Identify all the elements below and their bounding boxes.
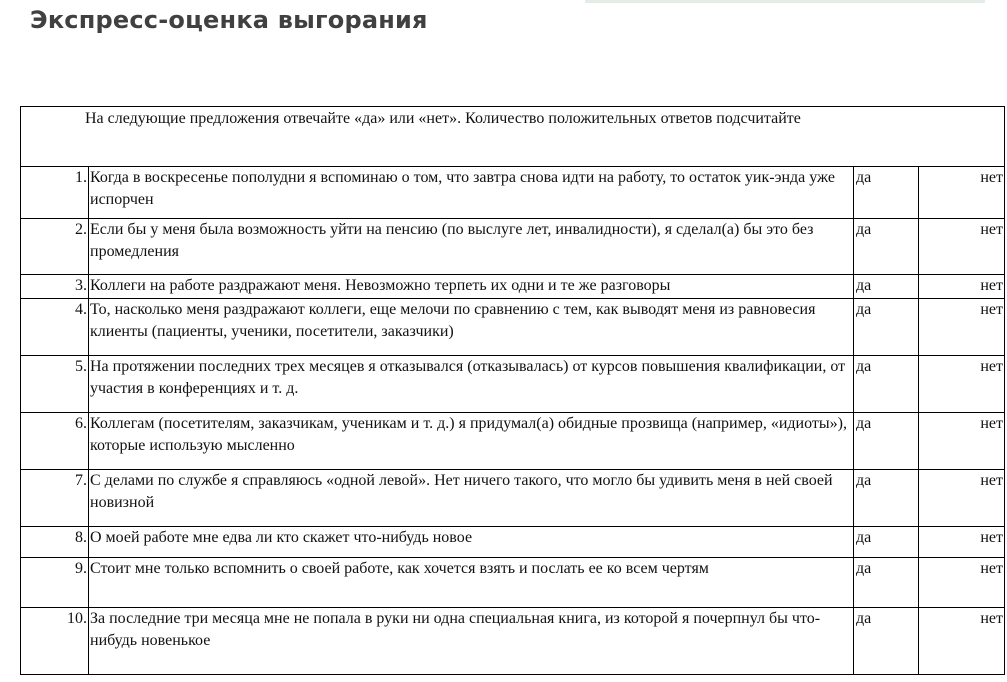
answer-no[interactable]: нет — [919, 299, 1005, 356]
answer-yes[interactable]: да — [854, 356, 919, 413]
answer-no[interactable]: нет — [919, 167, 1005, 219]
question-text: За последние три месяца мне не попала в руки ни одна специальная книга, из которой я почерпнул бы что-нибудь новенькое — [89, 608, 854, 675]
burnout-questionnaire-table — [20, 106, 1005, 675]
question-row — [21, 558, 1005, 608]
answer-no[interactable]: нет — [919, 413, 1005, 470]
answer-yes[interactable]: да — [854, 608, 919, 675]
question-row — [21, 527, 1005, 558]
question-text: Если бы у меня была возможность уйти на пенсию (по выслуге лет, инвалидности), я сделал(а) бы это без промедления — [89, 219, 854, 275]
answer-yes[interactable]: да — [854, 527, 919, 558]
answer-yes[interactable]: да — [854, 558, 919, 608]
question-number: 2. — [21, 219, 89, 275]
answer-no[interactable]: нет — [919, 275, 1005, 299]
instruction-text: На следующие предложения отвечайте «да» или «нет». Количество положительных ответов подсчитайте — [21, 107, 1005, 167]
answer-no[interactable]: нет — [919, 356, 1005, 413]
page-title: Экспресс-оценка выгорания — [30, 6, 428, 34]
question-text: То, насколько меня раздражают коллеги, еще мелочи по сравнению с тем, как выводят меня из равновесия клиенты (пациенты, ученики, посетители, заказчики) — [89, 299, 854, 356]
answer-yes[interactable]: да — [854, 167, 919, 219]
question-number: 1. — [21, 167, 89, 219]
answer-no[interactable]: нет — [919, 470, 1005, 527]
answer-yes[interactable]: да — [854, 413, 919, 470]
question-number: 4. — [21, 299, 89, 356]
answer-yes[interactable]: да — [854, 275, 919, 299]
question-row — [21, 470, 1005, 527]
answer-yes[interactable]: да — [854, 299, 919, 356]
question-text: Коллегам (посетителям, заказчикам, ученикам и т. д.) я придумал(а) обидные прозвища (например, «идиоты»), которые использую мысленно — [89, 413, 854, 470]
answer-no[interactable]: нет — [919, 527, 1005, 558]
question-row — [21, 608, 1005, 675]
answer-yes[interactable]: да — [854, 470, 919, 527]
question-number: 6. — [21, 413, 89, 470]
answer-no[interactable]: нет — [919, 558, 1005, 608]
question-number: 8. — [21, 527, 89, 558]
question-number: 9. — [21, 558, 89, 608]
question-row — [21, 275, 1005, 299]
instruction-row — [21, 107, 1005, 167]
question-row — [21, 413, 1005, 470]
question-text: Когда в воскресенье пополудни я вспоминаю о том, что завтра снова идти на работу, то остаток уик-энда уже испорчен — [89, 167, 854, 219]
question-row — [21, 299, 1005, 356]
question-row — [21, 167, 1005, 219]
question-row — [21, 356, 1005, 413]
question-text: Стоит мне только вспомнить о своей работе, как хочется взять и послать ее ко всем чертям — [89, 558, 854, 608]
question-number: 10. — [21, 608, 89, 675]
question-number: 5. — [21, 356, 89, 413]
question-text: Коллеги на работе раздражают меня. Невозможно терпеть их одни и те же разговоры — [89, 275, 854, 299]
answer-yes[interactable]: да — [854, 219, 919, 275]
question-row — [21, 219, 1005, 275]
answer-no[interactable]: нет — [919, 219, 1005, 275]
answer-no[interactable]: нет — [919, 608, 1005, 675]
top-accent-bar — [585, 0, 985, 3]
question-number: 3. — [21, 275, 89, 299]
question-text: На протяжении последних трех месяцев я отказывался (отказывалась) от курсов повышения квалификации, от участия в конференциях и т. д. — [89, 356, 854, 413]
question-text: О моей работе мне едва ли кто скажет что-нибудь новое — [89, 527, 854, 558]
question-text: С делами по службе я справляюсь «одной левой». Нет ничего такого, что могло бы удивить меня в ней своей новизной — [89, 470, 854, 527]
question-number: 7. — [21, 470, 89, 527]
